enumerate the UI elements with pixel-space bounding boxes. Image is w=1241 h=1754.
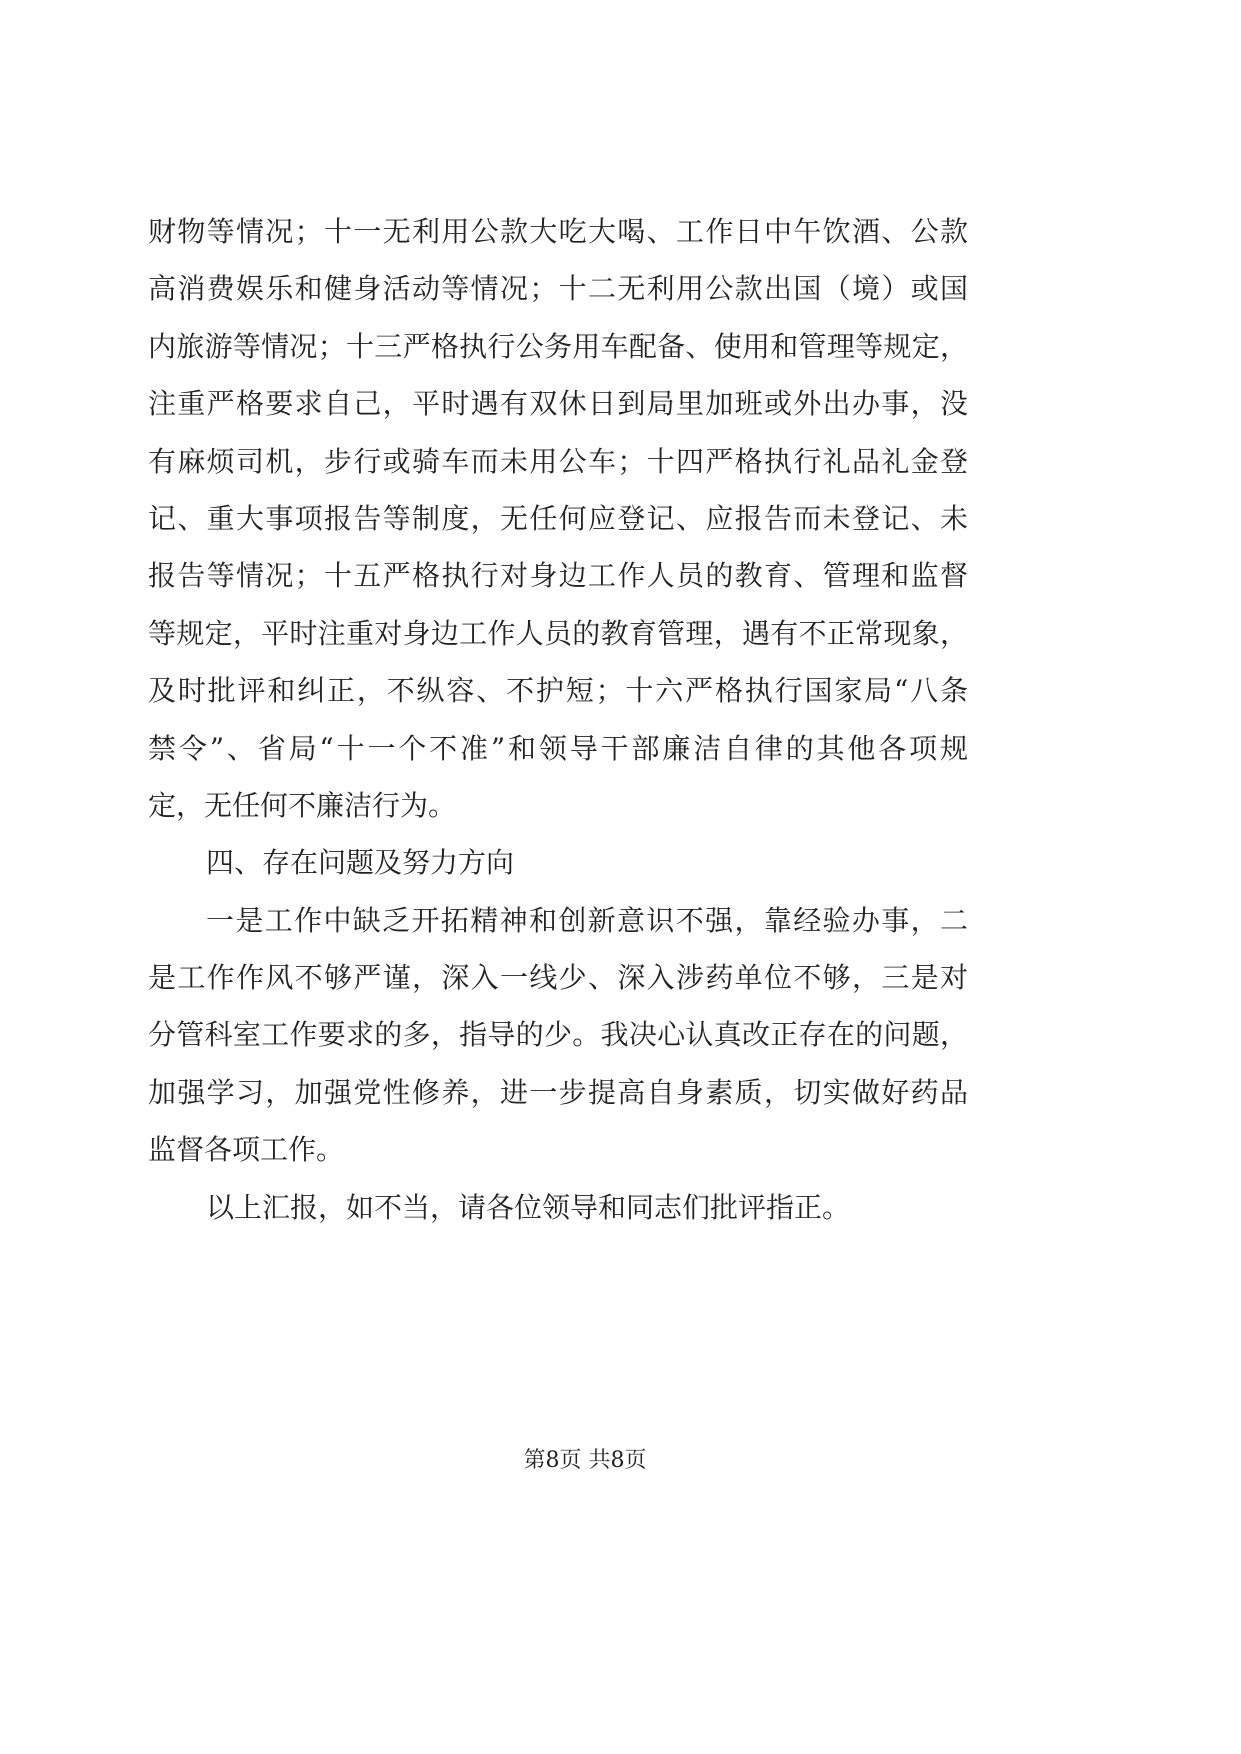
section-heading-text: 四、存在问题及努力方向 [206, 846, 515, 880]
paragraph-line: 及时批评和纠正，不纵容、不护短；十六严格执行国家局“八条 [148, 674, 968, 708]
section-heading [148, 834, 968, 891]
paragraph-line: 报告等情况；十五严格执行对身边工作人员的教育、管理和监督 [148, 559, 968, 593]
paragraph-line: 定，无任何不廉洁行为。 [148, 788, 457, 822]
paragraph-line: 内旅游等情况；十三严格执行公务用车配备、使用和管理等规定， [148, 329, 968, 363]
paragraph-continuation [148, 203, 968, 834]
paragraph-line: 高消费娱乐和健身活动等情况；十二无利用公款出国（境）或国 [148, 272, 968, 306]
paragraph-line: 禁令”、省局“十一个不准”和领导干部廉洁自律的其他各项规 [148, 731, 968, 765]
paragraph-line: 加强学习，加强党性修养，进一步提高自身素质，切实做好药品 [148, 1075, 968, 1109]
paragraph-line: 注重严格要求自己，平时遇有双休日到局里加班或外出办事，没 [148, 387, 968, 421]
paragraph-line: 等规定，平时注重对身边工作人员的教育管理，遇有不正常现象， [148, 616, 968, 650]
problems-paragraph [148, 892, 968, 1179]
paragraph-line: 是工作作风不够严谨，深入一线少、深入涉药单位不够，三是对 [148, 961, 968, 995]
paragraph-line: 财物等情况；十一无利用公款大吃大喝、工作日中午饮酒、公款 [148, 215, 968, 248]
paragraph-line: 有麻烦司机，步行或骑车而未用公车；十四严格执行礼品礼金登 [148, 444, 968, 478]
paragraph-line: 监督各项工作。 [148, 1133, 345, 1167]
paragraph-line: 分管科室工作要求的多，指导的少。我决心认真改正存在的问题， [148, 1018, 968, 1052]
paragraph-line: 记、重大事项报告等制度，无任何应登记、应报告而未登记、未 [148, 501, 968, 535]
document-body [148, 203, 968, 1236]
closing-paragraph [148, 1179, 968, 1236]
paragraph-line: 一是工作中缺乏开拓精神和创新意识不强，靠经验办事，二 [206, 903, 968, 937]
page-footer: 第8页 共8页 [523, 1448, 647, 1473]
paragraph-line: 以上汇报，如不当，请各位领导和同志们批评指正。 [206, 1190, 851, 1224]
